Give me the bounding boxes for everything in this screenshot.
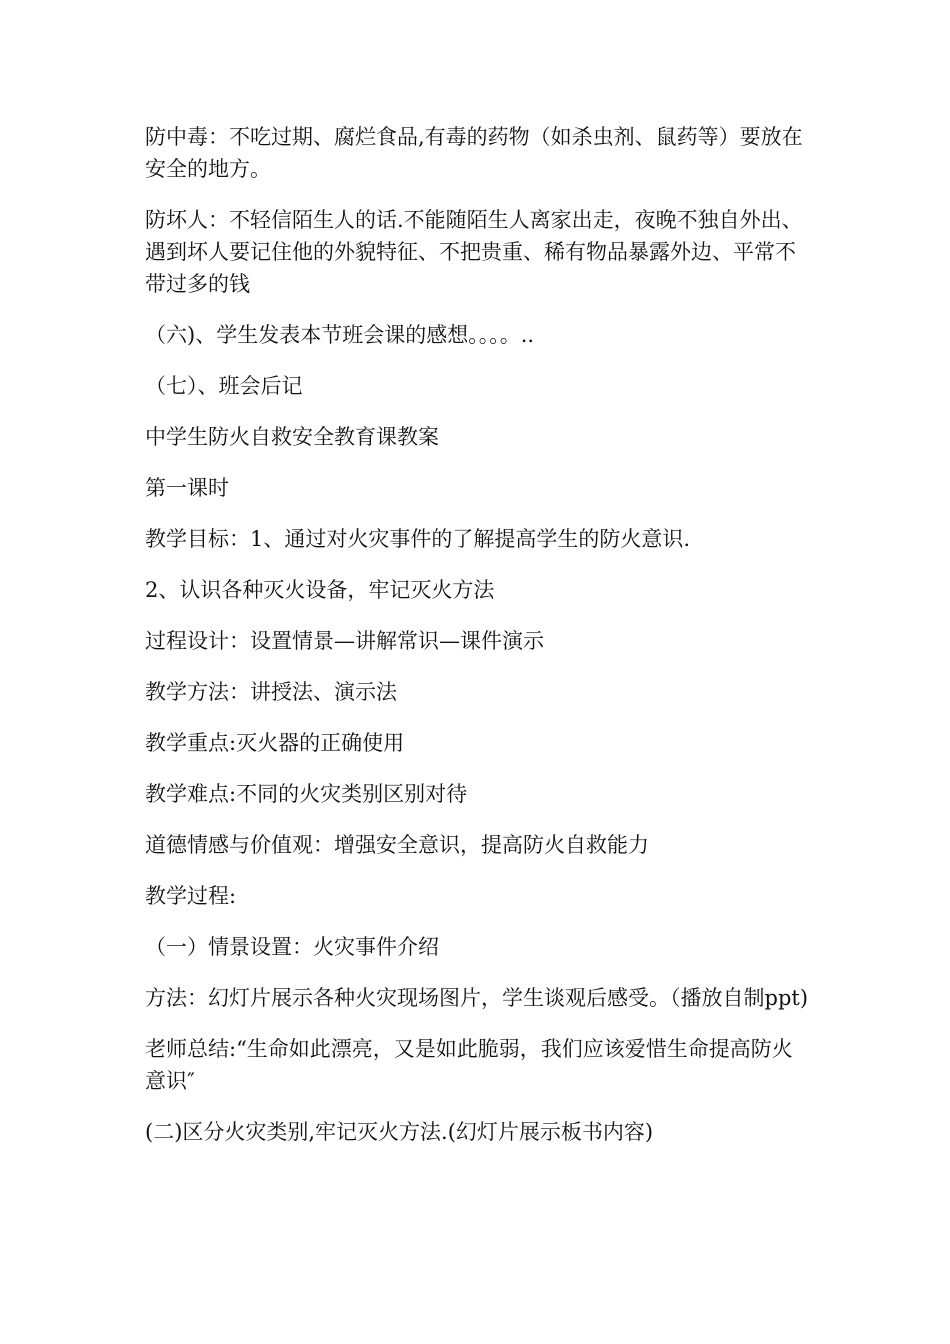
moral-values: 道德情感与价值观：增强安全意识，提高防火自救能力 bbox=[145, 833, 649, 857]
method-slideshow: 方法：幻灯片展示各种火灾现场图片，学生谈观后感受。（播放自制ppt) bbox=[145, 986, 809, 1010]
lesson-plan-title: 中学生防火自救安全教育课教案 bbox=[145, 425, 439, 449]
teaching-method: 教学方法：讲授法、演示法 bbox=[145, 680, 397, 704]
lesson-period: 第一课时 bbox=[145, 476, 229, 500]
document-body bbox=[145, 121, 810, 1167]
teaching-difficulty: 教学难点:不同的火灾类别区别对待 bbox=[145, 782, 468, 806]
process-design: 过程设计：设置情景—讲解常识—课件演示 bbox=[145, 629, 544, 653]
paragraph-anti-stranger: 防坏人：不轻信陌生人的话.不能随陌生人离家出走，夜晚不独自外出、遇到坏人要记住他的外貌特征、不把贵重、稀有物品暴露外边、平常不带过多的钱 bbox=[145, 208, 803, 296]
section-one-scenario: （一）情景设置：火灾事件介绍 bbox=[145, 935, 439, 959]
teaching-goal-1: 教学目标：1、通过对火灾事件的了解提高学生的防火意识. bbox=[145, 527, 691, 551]
section-two-fire-types: (二)区分火灾类别,牢记灭火方法.(幻灯片展示板书内容) bbox=[145, 1120, 654, 1144]
teacher-summary: 老师总结:“生命如此漂亮，又是如此脆弱，我们应该爱惜生命提高防火意识″ bbox=[145, 1037, 793, 1093]
teaching-goal-2: 2、认识各种灭火设备，牢记灭火方法 bbox=[145, 578, 495, 602]
teaching-focus: 教学重点:灭火器的正确使用 bbox=[145, 731, 405, 755]
paragraph-section-six: （六)、学生发表本节班会课的感想。。。。.. bbox=[145, 323, 535, 347]
paragraph-section-seven: （七）、班会后记 bbox=[145, 374, 303, 398]
paragraph-anti-poisoning: 防中毒：不吃过期、腐烂食品,有毒的药物（如杀虫剂、鼠药等）要放在安全的地方。 bbox=[145, 125, 803, 181]
teaching-process-heading: 教学过程: bbox=[145, 884, 237, 908]
